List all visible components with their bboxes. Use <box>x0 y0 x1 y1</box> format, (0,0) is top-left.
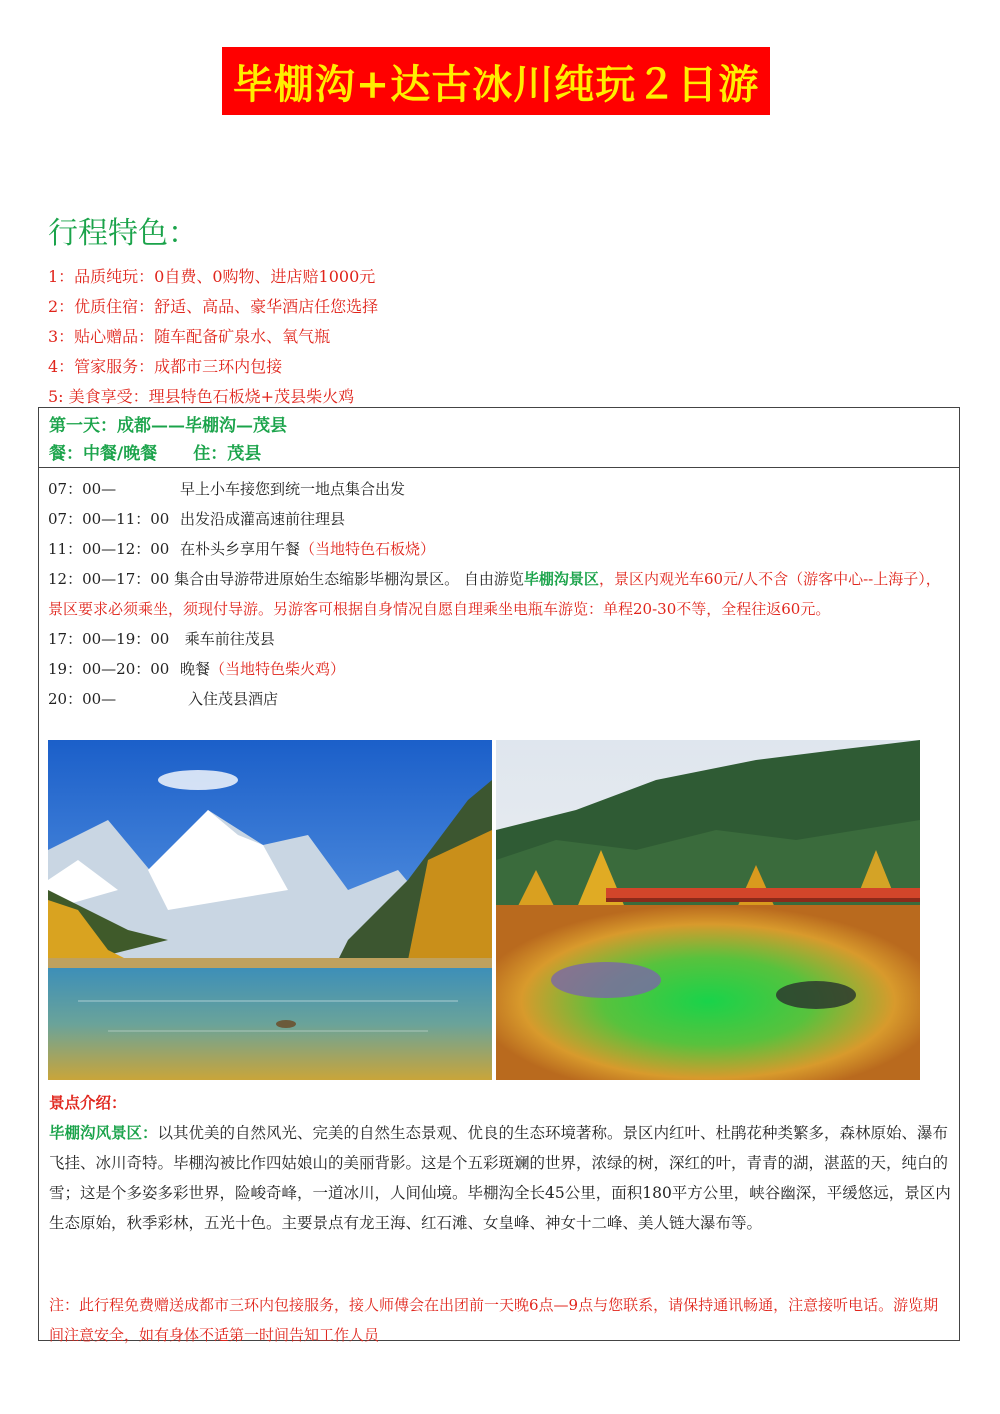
feature-item: 4：管家服务：成都市三环内包接 <box>48 357 283 376</box>
intro-heading: 景点介绍： <box>49 1093 127 1112</box>
schedule-text: 乘车前往茂县 <box>180 630 275 648</box>
photo-strip <box>48 740 920 1080</box>
schedule-time: 07：00— <box>48 480 117 498</box>
schedule-note: ，景区内观光车60元/人不含（游客中心--上海子），景区要求必须乘坐，须现付导游。另游客可根据自身情况自愿自理乘坐电瓶车游览：单程20-30不等，全程往返60元。 <box>48 570 941 618</box>
feature-item: 2：优质住宿：舒适、高品、豪华酒店任您选择 <box>48 297 379 316</box>
mountain-lake-illustration <box>48 740 492 1080</box>
schedule-row <box>48 564 949 624</box>
schedule-time: 19：00—20：00 <box>48 660 170 678</box>
intro-label: 毕棚沟风景区： <box>49 1123 158 1142</box>
schedule-highlight: 毕棚沟景区 <box>523 570 599 588</box>
page-title: 毕棚沟+达古冰川纯玩２日游 <box>222 47 770 115</box>
schedule-time: 12：00—17：00 <box>48 570 170 588</box>
schedule-text: 出发沿成灌高速前往理县 <box>180 510 346 528</box>
schedule-row <box>48 654 949 684</box>
notice-text: 注：此行程免费赠送成都市三环内包接服务，接人师傅会在出团前一天晚6点—9点与您联系，请保持通讯畅通，注意接听电话。游览期间注意安全，如有身体不适第一时间告知工作人员 <box>49 1296 939 1344</box>
features-heading: 行程特色： <box>48 216 198 251</box>
day1-meta <box>49 440 949 468</box>
day1-schedule <box>39 468 959 714</box>
day1-header <box>39 408 959 468</box>
colorful-pool-illustration <box>496 740 920 1080</box>
photo-mountain-lake <box>48 740 492 1080</box>
schedule-time: 20：00— <box>48 690 117 708</box>
schedule-text: 集合由导游带进原始生态缩影毕棚沟景区。 自由游览 <box>174 570 524 588</box>
intro-text: 以其优美的自然风光、完美的自然生态景观、优良的生态环境著称。景区内红叶、杜鹃花种类繁多，森林原始、瀑布飞挂、冰川奇特。毕棚沟被比作四姑娘山的美丽背影。这是个五彩斑斓的世界，浓绿的树，深红的叶，青青的湖，湛蓝的天，纯白的雪；这是个多姿多彩世界，险峻奇峰，一道冰川，人间仙境。毕棚沟全长45公里，面积180平方公里，峡谷幽深，平缓悠远，景区内生态原始，秋季彩林，五光十色。主要景点有龙王海、红石滩、女皇峰、神女十二峰、美人链大瀑布等。 <box>49 1124 951 1232</box>
schedule-row <box>48 684 949 714</box>
schedule-row <box>48 534 949 564</box>
feature-item: 5: 美食享受：理县特色石板烧+茂县柴火鸡 <box>48 387 355 406</box>
itinerary-table <box>38 407 960 1344</box>
schedule-text: 早上小车接您到统一地点集合出发 <box>180 480 406 498</box>
schedule-row <box>48 504 949 534</box>
schedule-text: 入住茂县酒店 <box>188 690 279 708</box>
schedule-row <box>48 624 949 654</box>
day1-route: 第一天：成都——毕棚沟—茂县 <box>49 416 287 436</box>
day1-stay: 住：茂县 <box>193 444 262 464</box>
photo-colorful-pool <box>496 740 920 1080</box>
feature-item: 1：品质纯玩：0自费、0购物、进店赔1000元 <box>48 267 376 286</box>
schedule-text: 晚餐 <box>180 660 211 678</box>
schedule-note: （当地特色石板烧） <box>300 540 436 558</box>
day1-meals: 餐：中餐/晚餐 <box>49 444 158 464</box>
feature-item: 3：贴心赠品：随车配备矿泉水、氧气瓶 <box>48 327 331 346</box>
schedule-time: 17：00—19：00 <box>48 630 170 648</box>
schedule-note: （当地特色柴火鸡） <box>210 660 346 678</box>
intro-body <box>49 1118 951 1238</box>
schedule-text: 在朴头乡享用午餐 <box>180 540 301 558</box>
schedule-time: 11：00—12：00 <box>48 540 170 558</box>
schedule-time: 07：00—11：00 <box>48 510 170 528</box>
attraction-intro <box>49 1088 951 1238</box>
schedule-row <box>48 474 949 504</box>
features-list <box>48 262 378 412</box>
